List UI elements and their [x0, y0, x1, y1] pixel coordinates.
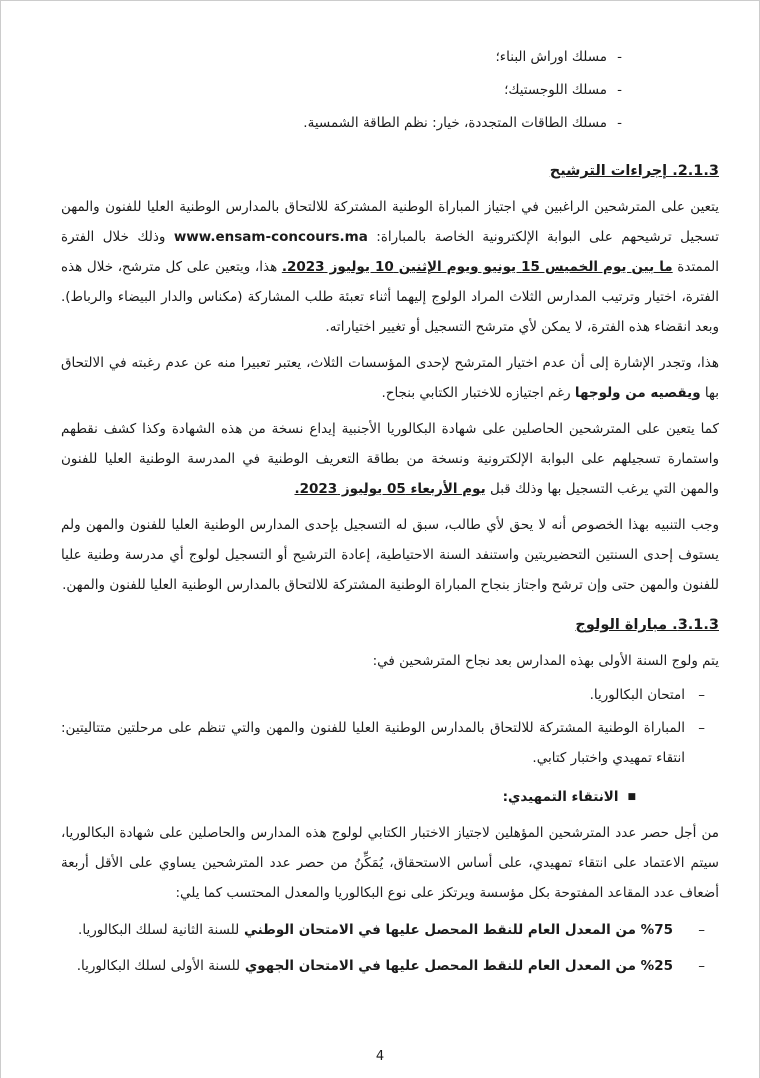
preliminary-selection-heading: [61, 782, 719, 812]
bullet-heading-text: الانتقاء التمهيدي:: [502, 789, 619, 805]
list-item-text: مسلك اللوجستيك؛: [504, 82, 607, 98]
text-run: رغم اجتيازه للاختبار الكتابي بنجاح.: [381, 385, 575, 401]
specialization-list: [61, 41, 719, 140]
list-item: [61, 915, 719, 945]
text-run: هذا، وتجدر الإشارة إلى أن عدم اختيار المترشح لإحدى المؤسسات الثلاث، يعتبر تعبيرا منه عن عدم رغبته في الالتحاق بها: [61, 355, 719, 401]
dash-marker: –: [698, 720, 705, 736]
text-run: ما بين يوم الخميس 15 يونيو ويوم الإثنين 10 يوليوز 2023.: [281, 259, 673, 275]
text-run: من أجل حصر عدد المترشحين المؤهلين لاجتياز الاختبار الكتابي لولوج هذه المدارس والحاصلين على شهادة البكالوريا، سيتم الاعتماد على انتقاء تمهيدي، على أساس الاستحقاق، يُمَكِّنُ من حصر عدد المترشحين يساوي على الأقل أربعة أضعاف عدد المقاعد المفتوحة بكل مؤسسة ويرتكز على نوع البكالوريا والمعدل المحتسب كما يلي:: [61, 825, 719, 901]
text-run: المباراة الوطنية المشتركة للالتحاق بالمدارس الوطنية العليا للفنون والمهن والتي تنظم على مرحلتين متتاليتين: انتقاء تمهيدي واختبار كتابي.: [61, 720, 685, 766]
text-run: للسنة الأولى لسلك البكالوريا.: [76, 958, 241, 974]
text-run: وجب التنبيه بهذا الخصوص أنه لا يحق لأي طالب، سبق له التسجيل بإحدى المدارس الوطنية العليا للفنون والمهن ولم يستوف إحدى السنتين التحضيريتين واستنفد السنة الاحتياطية، إعادة الترشيح أو التسجيل لولوج أي مدرسة وطنية عليا للفنون والمهن حتى وإن ترشح واجتاز بنجاح المباراة الوطنية المشتركة للالتحاق بالمدارس الوطنية العليا للفنون والمهن.: [61, 517, 719, 593]
page-number: 4: [375, 1049, 385, 1064]
text-run: امتحان البكالوريا.: [589, 687, 685, 703]
text-run: كما يتعين على المترشحين الحاصلين على شهادة البكالوريا الأجنبية إيداع نسخة من هذه الشهادة وكذا كشف نقطهم واستمارة تسجيلهم على البوابة الإلكترونية ونسخة من بطاقة التعريف الوطنية في المدرسة الوطنية العليا للفنون والمهن التي يرغب التسجيل بها وذلك قبل: [61, 421, 719, 497]
list-item: [61, 713, 719, 773]
list-item-text: [78, 922, 673, 938]
list-item: [61, 41, 719, 74]
text-run: www.ensam-concours.ma: [173, 229, 368, 245]
list-item-text: مسلك الطاقات المتجددة، خيار: نظم الطاقة الشمسية.: [303, 115, 607, 131]
square-bullet-icon: ■: [627, 792, 636, 802]
text-run: يوم الأربعاء 05 يوليوز 2023.: [294, 481, 486, 497]
paragraph-reenrollment-notice: [61, 510, 719, 600]
dash-marker: –: [698, 922, 705, 938]
paragraph-registration: [61, 192, 719, 342]
section-heading-candidacy-procedures: 2.1.3. إجراءات الترشيح: [549, 163, 719, 179]
list-item-text: [77, 958, 673, 974]
list-item: [61, 74, 719, 107]
paragraph-preliminary-selection: [61, 818, 719, 908]
page-content: [1, 1, 759, 981]
dash-marker: –: [698, 958, 705, 974]
list-item-text: [61, 720, 685, 766]
list-item: [61, 680, 719, 710]
text-run: %75 من المعدل العام للنقط المحصل عليها في الامتحان الوطني: [239, 922, 673, 938]
paragraph-admission-intro: يتم ولوج السنة الأولى بهذه المدارس بعد نجاح المترشحين في:: [372, 653, 719, 669]
list-item: [61, 951, 719, 981]
list-item: [61, 107, 719, 140]
list-item-text: [590, 687, 685, 703]
dash-marker: -: [617, 115, 622, 131]
grade-weighting-list: [61, 915, 719, 981]
text-run: هذا، ويتعين على كل مترشح، خلال هذه الفترة، اختيار وترتيب المدارس الثلاث المراد الولوج إليهما أثناء تعبئة طلب المشاركة (مكناس والدار البيضاء والرباط). وبعد انقضاء هذه الفترة، لا يمكن لأي مترشح التسجيل أو تغيير اختياراته.: [61, 259, 719, 335]
section-heading-admission-exam: 3.1.3. مباراة الولوج: [575, 617, 719, 633]
text-run: %25 من المعدل العام للنقط المحصل عليها في الامتحان الجهوي: [240, 958, 673, 974]
paragraph-foreign-bac: [61, 414, 719, 504]
text-run: يتعين على المترشحين الراغبين في اجتياز المباراة الوطنية المشتركة للالتحاق بالمدارس الوطنية العليا للفنون والمهن تسجيل ترشيحهم على البوابة الإلكترونية الخاصة بالمباراة:: [61, 199, 719, 245]
paragraph-school-choice-warning: [61, 348, 719, 408]
list-item-text: مسلك اوراش البناء؛: [495, 49, 607, 65]
dash-marker: –: [698, 687, 705, 703]
dash-marker: -: [617, 82, 622, 98]
text-run: ويقصيه من ولوجها: [574, 385, 701, 401]
admission-requirements-list: [61, 680, 719, 773]
text-run: للسنة الثانية لسلك البكالوريا.: [78, 922, 240, 938]
text-run: وذلك خلال الفترة الممتدة: [61, 229, 719, 275]
dash-marker: -: [617, 49, 622, 65]
